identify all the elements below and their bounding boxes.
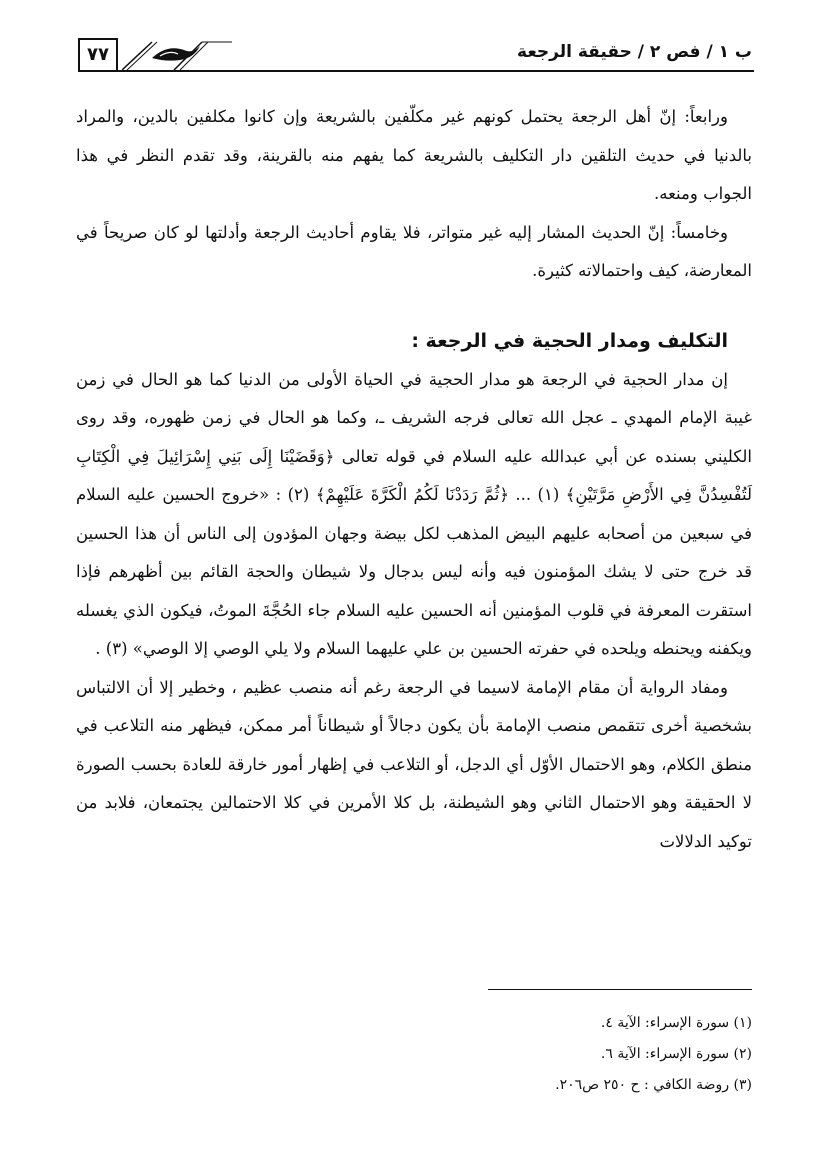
page-number: ٧٧ (78, 38, 118, 70)
footnotes (76, 1008, 752, 1101)
section-heading: التكليف ومدار الحجية في الرجعة : (411, 329, 728, 352)
paragraph: ومفاد الرواية أن مقام الإمامة لاسيما في الرجعة رغم أنه منصب عظيم ، وخطير إلا أن الالتباس بشخصية أخرى تتقمص منصب الإمامة بأن يكون دجالاً أو شيطاناً أمر ممكن، فيظهر منه التلاعب في منطق الكلام، وهو الاحتمال الأوّل أي الدجل، أو التلاعب في إظهار أمور خارقة للعادة بحسب الصورة لا الحقيقة وهو الاحتمال الثاني وهو الشيطنة، بل كلا الأمرين في كلا الاحتمالين يجتمعان، فلابد من توكيد الدلالات (76, 677, 752, 851)
footnote: (٣) روضة الكافي : ح ٢٥٠ ص٢٠٦. (555, 1077, 752, 1093)
paragraph: وخامساً: إنّ الحديث المشار إليه غير متواتر، فلا يقاوم أحاديث الرجعة وأدلتها لو كان صريحاً في المعارضة، كيف واحتمالاته كثيرة. (76, 222, 752, 280)
page-header (78, 38, 754, 72)
ornament-icon (122, 40, 242, 70)
footnote-separator (488, 989, 752, 990)
paragraph: ورابعاً: إنّ أهل الرجعة يحتمل كونهم غير مكلّفين بالشريعة وإن كانوا مكلفين بالدين، والمراد بالدنيا في حديث التلقين دار التكليف بالشريعة كما يفهم منه بالقرينة، وقد تقدم النظر في هذا الجواب ومنعه. (76, 107, 752, 203)
footnote: (١) سورة الإسراء: الآية ٤. (600, 1015, 752, 1031)
footnote: (٢) سورة الإسراء: الآية ٦. (600, 1046, 752, 1062)
header-rule (78, 70, 754, 72)
paragraph: إن مدار الحجية في الرجعة هو مدار الحجية في الحياة الأولى من الدنيا كما هو الحال في زمن غيبة الإمام المهدي ـ عجل الله تعالى فرجه الشريف ـ، وكما هو الحال في زمن ظهوره، وقد روى الكليني بسنده عن أبي عبدالله عليه السلام في قوله تعالى ﴿وَقَضَيْنَا إِلَى بَنِي إِسْرَائِيلَ فِي الْكِتَابِ لَتُفْسِدُنَّ فِي الأَرْضِ مَرَّتَيْنِ﴾ (١) ... ﴿ثُمَّ رَدَدْنَا لَكُمُ الْكَرَّةَ عَلَيْهِمْ﴾ (٢) : «خروج الحسين عليه السلام في سبعين من أصحابه عليهم البيض المذهب لكل بيضة وجهان المؤدون إلى الناس أن هذا الحسين قد خرج حتى لا يشك المؤمنون فيه وأنه ليس بدجال ولا شيطان والحجة القائم بين أظهرهم فإذا استقرت المعرفة في قلوب المؤمنين أنه الحسين عليه السلام جاء الحُجَّةَ الموتُ، فيكون الذي يغسله ويكفنه ويحنطه ويلحده في حفرته الحسين بن علي عليهما السلام ولا يلي الوصي إلا الوصي» (٣) . (76, 369, 753, 658)
running-title: ب ١ / فص ٢ / حقيقة الرجعة (517, 42, 752, 62)
main-text (76, 98, 752, 861)
